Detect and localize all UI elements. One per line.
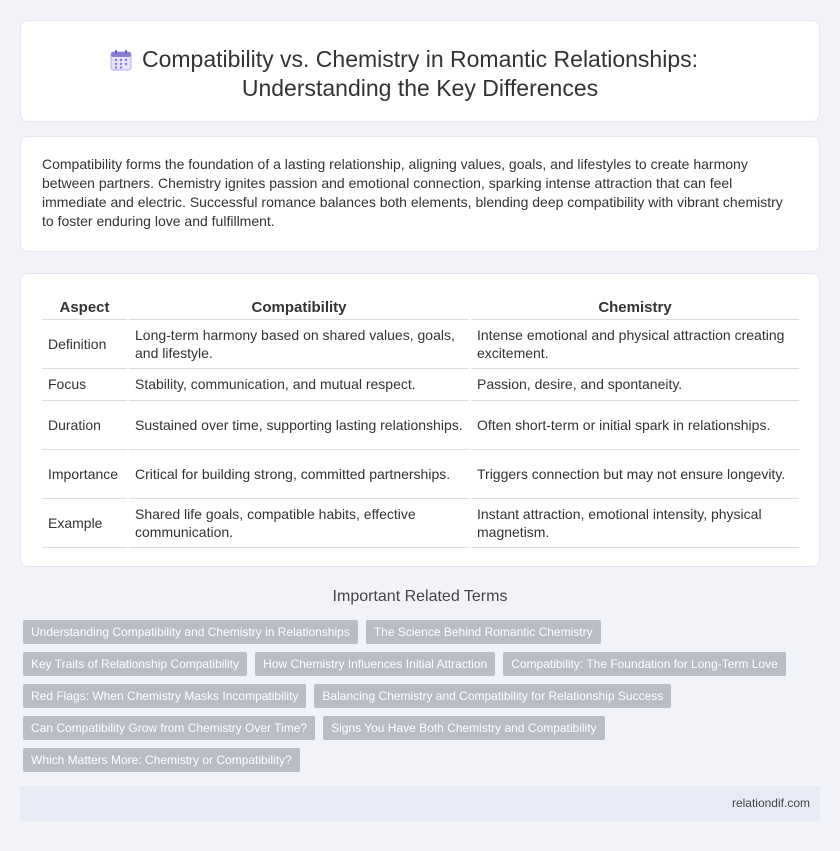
table-cell: Example xyxy=(42,498,128,547)
related-term-link[interactable]: Compatibility: The Foundation for Long-Term Love xyxy=(503,652,786,676)
related-term-link[interactable]: Understanding Compatibility and Chemistry in Relationships xyxy=(23,620,358,644)
related-terms-heading: Important Related Terms xyxy=(332,588,508,605)
header-aspect: Aspect xyxy=(42,293,128,319)
table-cell: Triggers connection but may not ensure longevity. xyxy=(470,449,799,498)
comparison-card xyxy=(20,273,820,567)
footer-site-name: relationdif.com xyxy=(731,796,810,810)
related-term-link[interactable]: Signs You Have Both Chemistry and Compatibility xyxy=(323,716,604,740)
table-cell: Instant attraction, emotional intensity, physical magnetism. xyxy=(470,498,799,547)
related-term-link[interactable]: The Science Behind Romantic Chemistry xyxy=(366,620,601,644)
table-row xyxy=(42,449,799,498)
related-terms-row xyxy=(23,620,813,644)
page-title xyxy=(21,45,819,103)
footer xyxy=(20,786,820,821)
header-card xyxy=(20,20,820,122)
table-row xyxy=(42,498,799,547)
table-cell: Duration xyxy=(42,400,128,449)
table-row xyxy=(42,319,799,368)
related-terms-row xyxy=(23,716,813,740)
related-term-link[interactable]: Red Flags: When Chemistry Masks Incompatibility xyxy=(23,684,306,708)
table-cell: Long-term harmony based on shared values, goals, and lifestyle. xyxy=(128,319,470,368)
related-terms-row xyxy=(23,684,813,708)
table-row xyxy=(42,368,799,400)
page-title-line-2: Understanding the Key Differences xyxy=(241,75,599,101)
table-cell: Importance xyxy=(42,449,128,498)
table-cell: Passion, desire, and spontaneity. xyxy=(470,368,799,400)
page-title-line-1: Compatibility vs. Chemistry in Romantic Relationships: xyxy=(141,46,699,72)
table-cell: Definition xyxy=(42,319,128,368)
related-terms-row xyxy=(23,652,813,676)
related-terms-row xyxy=(23,748,813,772)
comparison-table xyxy=(42,293,799,548)
table-cell: Shared life goals, compatible habits, effective communication. xyxy=(128,498,470,547)
header-compatibility: Compatibility xyxy=(128,293,470,319)
intro-paragraph: Compatibility forms the foundation of a lasting relationship, aligning values, goals, and lifestyles to create harmony between partners. Chemistry ignites passion and emotional connection, sparking intense attraction that can feel immediate and electric. Successful romance balances both elements, blending deep compatibility with vibrant chemistry to foster enduring love and fulfillment. xyxy=(42,156,783,229)
table-row xyxy=(42,400,799,449)
table-cell: Critical for building strong, committed partnerships. xyxy=(128,449,470,498)
related-term-link[interactable]: Balancing Chemistry and Compatibility for Relationship Success xyxy=(314,684,671,708)
header-chemistry: Chemistry xyxy=(470,293,799,319)
related-term-link[interactable]: Which Matters More: Chemistry or Compatibility? xyxy=(23,748,300,772)
related-term-link[interactable]: Can Compatibility Grow from Chemistry Over Time? xyxy=(23,716,315,740)
table-cell: Intense emotional and physical attraction creating excitement. xyxy=(470,319,799,368)
related-terms-list xyxy=(23,620,813,780)
related-term-link[interactable]: How Chemistry Influences Initial Attraction xyxy=(255,652,495,676)
table-cell: Often short-term or initial spark in relationships. xyxy=(470,400,799,449)
table-header-row xyxy=(42,293,799,319)
table-cell: Stability, communication, and mutual respect. xyxy=(128,368,470,400)
table-cell: Sustained over time, supporting lasting relationships. xyxy=(128,400,470,449)
intro-card xyxy=(20,136,820,252)
related-term-link[interactable]: Key Traits of Relationship Compatibility xyxy=(23,652,247,676)
table-cell: Focus xyxy=(42,368,128,400)
